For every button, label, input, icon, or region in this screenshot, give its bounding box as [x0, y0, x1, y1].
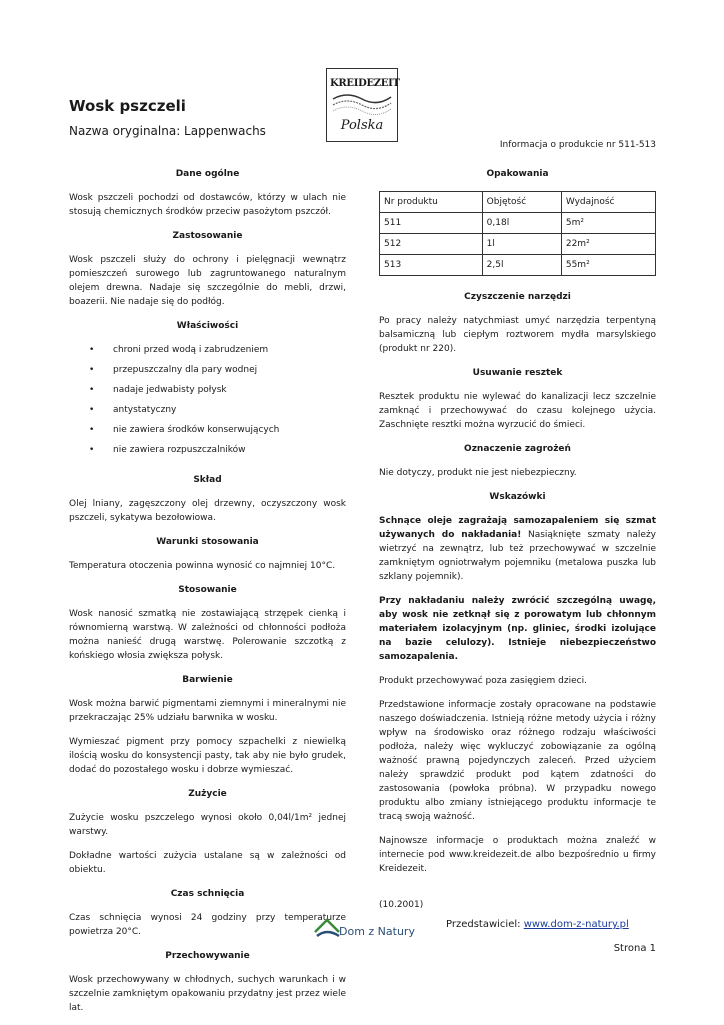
section-title-sklad: Skład	[193, 475, 222, 485]
bullet-icon: •	[89, 385, 95, 395]
properties-list	[69, 343, 346, 463]
section-title-zastosowanie: Zastosowanie	[172, 231, 243, 241]
table-row	[380, 255, 656, 276]
representative-link[interactable]: www.dom-z-natury.pl	[523, 919, 629, 930]
table-row	[380, 234, 656, 255]
section-title-warunki: Warunki stosowania	[156, 537, 259, 547]
wskazowki-warning: Schnące oleje zagrażają samozapaleniem się szmat używanych do nakładania!	[379, 516, 656, 540]
table-header-row	[380, 192, 656, 213]
wskazowki-paragraph-1	[379, 514, 656, 584]
section-title-stosowanie: Stosowanie	[178, 585, 237, 595]
logo-brand: KREIDEZEIT	[330, 78, 400, 89]
table-cell: 0,18l	[482, 213, 561, 234]
bullet-icon: •	[89, 425, 95, 435]
table-cell: 2,5l	[482, 255, 561, 276]
section-title-przechowywanie: Przechowywanie	[165, 951, 250, 961]
section-title-usuwanie: Usuwanie resztek	[472, 368, 563, 378]
table-cell: 55m²	[561, 255, 655, 276]
dom-z-natury-logo	[313, 914, 419, 944]
section-title-zuzycie: Zużycie	[188, 789, 227, 799]
footer-logo-text: Dom z Natury	[339, 925, 415, 938]
table-cell: 513	[380, 255, 483, 276]
representative	[446, 919, 629, 930]
kreidezeit-logo	[326, 68, 398, 142]
bullet-icon: •	[89, 405, 95, 415]
section-title-barwienie: Barwienie	[182, 675, 233, 685]
czyszczenie-text: Po pracy należy natychmiast umyć narzędzia terpentyną balsamiczną lub ciepłym roztworem mydła marsylskiego (produkt nr 220).	[379, 316, 656, 354]
table-header-cell: Nr produktu	[380, 192, 483, 213]
section-title-wskazowki: Wskazówki	[489, 492, 546, 502]
list-item: • nadaje jedwabisty połysk	[89, 385, 227, 395]
left-column	[69, 167, 346, 1025]
oznaczenie-text: Nie dotyczy, produkt nie jest niebezpieczny.	[379, 468, 577, 478]
czas-schniecia-text: Czas schnięcia wynosi 24 godziny przy temperaturze powietrza 20°C.	[69, 913, 346, 937]
zuzycie-text-2: Dokładne wartości zużycia ustalane są w zależności od obiektu.	[69, 851, 346, 875]
original-name: Nazwa oryginalna: Lappenwachs	[69, 124, 266, 138]
logo-country: Polska	[340, 118, 384, 133]
list-item: • nie zawiera rozpuszczalników	[89, 445, 246, 455]
table-row	[380, 213, 656, 234]
zastosowanie-text: Wosk pszczeli służy do ochrony i pielęgnacji wewnątrz pomieszczeń surowego lub zagruntowanego naturalnym olejem drewna. Nadaje się szczególnie do mebli, drzwi, boazerii. Nie nadaje się do podłóg.	[69, 255, 346, 307]
barwienie-text-2: Wymieszać pigment przy pomocy szpachelki z niewielką ilością wosku do konsystencji pasty, tak aby nie było grudek, dodać do pozostałego wosku i dobrze wymieszać.	[69, 737, 346, 775]
wskazowki-text-1: Nasiąknięte szmaty należy wietrzyć na zewnątrz, lub też przechowywać w szczelnie zamkniętym ogniotrwałym pojemniku (metalowa puszka lub szklany pojemnik).	[379, 530, 656, 582]
representative-label: Przedstawiciel:	[446, 919, 524, 930]
packaging-table	[379, 191, 656, 276]
wskazowki-warning-2: Przy nakładaniu należy zwrócić szczególną uwagę, aby wosk nie zetknął się z porowatym lub chłonnym materiałem izolacyjnym (np. gliniec, środki izolujące na bazie celulozy). Istnieje niebezpieczeństwo samozapalenia.	[379, 596, 656, 662]
warunki-text: Temperatura otoczenia powinna wynosić co najmniej 10°C.	[69, 561, 336, 571]
list-item: • antystatyczny	[89, 405, 177, 415]
list-item: • przepuszczalny dla pary wodnej	[89, 365, 258, 375]
page-number: Strona 1	[613, 943, 656, 954]
list-item: • nie zawiera środków konserwujących	[89, 425, 280, 435]
sklad-text: Olej lniany, zagęszczony olej drzewny, oczyszczony wosk pszczeli, sykatywa bezołowiowa.	[69, 499, 346, 523]
table-cell: 511	[380, 213, 483, 234]
przechowywanie-text: Wosk przechowywany w chłodnych, suchych warunkach i w szczelnie zamkniętym opakowaniu przydatny jest przez wiele lat.	[69, 975, 346, 1013]
wskazowki-text-2: Produkt przechowywać poza zasięgiem dzieci.	[379, 676, 587, 686]
stosowanie-text: Wosk nanosić szmatką nie zostawiającą strzępek cienką i równomierną warstwą. W zależności od chłonności podłoża można nanieść drugą warstwę. Polerowanie szczotką z końskiego włosia zwiększa połysk.	[69, 609, 346, 661]
document-date: (10.2001)	[379, 900, 424, 910]
product-info-number: Informacja o produkcie nr 511-513	[499, 140, 656, 150]
table-cell: 5m²	[561, 213, 655, 234]
table-header-cell: Wydajność	[561, 192, 655, 213]
table-cell: 22m²	[561, 234, 655, 255]
wskazowki-text-4: Najnowsze informacje o produktach można znaleźć w internecie pod www.kreidezeit.de albo bezpośrednio u firmy Kreidezeit.	[379, 836, 656, 874]
page-title: Wosk pszczeli	[69, 97, 186, 115]
usuwanie-text: Resztek produktu nie wylewać do kanalizacji lecz szczelnie zamknąć i przechowywać do czasu kolejnego użycia. Zaschnięte resztki można wyrzucić do śmieci.	[379, 392, 656, 430]
bullet-icon: •	[89, 365, 95, 375]
table-cell: 1l	[482, 234, 561, 255]
section-title-wlasciwosci: Właściwości	[176, 321, 239, 331]
list-item: • chroni przed wodą i zabrudzeniem	[89, 345, 269, 355]
section-title-dane: Dane ogólne	[175, 169, 240, 179]
barwienie-text-1: Wosk można barwić pigmentami ziemnymi i mineralnymi nie przekraczając 25% udziału barwnika w wosku.	[69, 699, 346, 723]
table-cell: 512	[380, 234, 483, 255]
zuzycie-text-1: Zużycie wosku pszczelego wynosi około 0,04l/1m² jednej warstwy.	[69, 813, 346, 837]
bullet-icon: •	[89, 345, 95, 355]
table-header-cell: Objętość	[482, 192, 561, 213]
wskazowki-text-3: Przedstawione informacje zostały opracowane na podstawie naszego doświadczenia. Istnieją różne metody użycia i różny wpływ na środowisko oraz różnego rodzaju właściwości podłoża, należy więc wykluczyć zobowiązanie za ogólną ważność prawną pojedynczych zaleceń. Przed użyciem należy sprawdzić produkt pod kątem zdatności do zastosowania (powłoka próbna). W przypadku nowego produktu albo zmiany istniejącego produktu informacje te tracą swoją ważność.	[379, 700, 656, 822]
bullet-icon: •	[89, 445, 95, 455]
section-title-czyszczenie: Czyszczenie narzędzi	[464, 292, 571, 302]
dane-text: Wosk pszczeli pochodzi od dostawców, którzy w ulach nie stosują chemicznych środków przeciw pasożytom pszczół.	[69, 193, 346, 217]
right-column	[379, 167, 656, 922]
section-title-opakowania: Opakowania	[486, 169, 549, 179]
section-title-oznaczenie: Oznaczenie zagrożeń	[464, 444, 571, 454]
section-title-czas-schniecia: Czas schnięcia	[170, 889, 245, 899]
